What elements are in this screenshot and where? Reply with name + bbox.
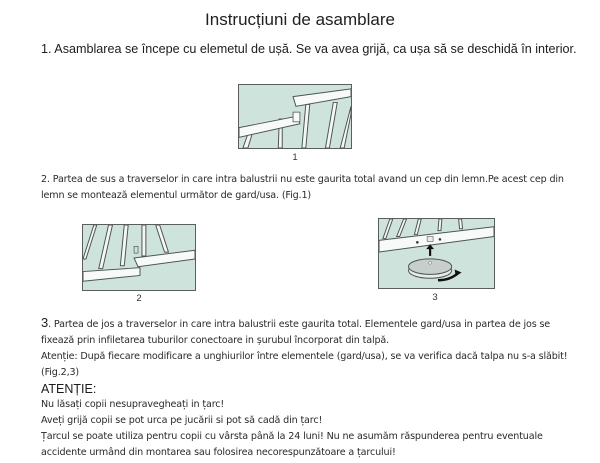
rail-right [293,89,351,106]
baluster [325,102,337,148]
figure-2-drawing [83,225,195,290]
attention-line: Țarcul se poate utiliza pentru copii cu vârsta până la 24 luni! Nu ne asumăm răspunderea pentru eventuale accidente urmând din montarea sau folosirea necorespunzătoare a țarcului! [41,431,543,458]
step-3-warning: Atenție: După fiecare modificare a unghiurilor între elementele (gard/usa), se va verifica dacă talpa nu s-a slăbit! (Fig.2,3) [41,351,568,378]
step-3-number: 3 [41,315,49,330]
attention-line: Nu lăsați copii nesupravegheați in țarc! [41,399,225,410]
rail-left [239,116,300,137]
attention-heading: ATENȚIE: [41,382,97,396]
figure-2-caption: 2 [136,293,142,304]
page-title: Instrucțiuni de asamblare [205,10,395,29]
screw-socket [427,236,433,241]
figure-1-drawing [239,85,351,148]
figure-1-image [238,84,352,149]
step-3-text: . Partea de jos a traverselor in care intra balustrii este gaurita total. Elementele gard/usa in partea de jos se fixează prin infiletarea tuburilor conectoare in șurubul încorporat din talpă. [41,319,551,346]
step-3-block [41,315,586,381]
figure-1-caption: 1 [292,152,298,163]
attention-list [41,397,591,461]
rail-left [83,268,140,282]
step-1-text: 1. Asamblarea se începe cu elemetul de ușă. Se va avea grijă, ca ușa să se deschidă în interior. [41,42,577,56]
bottom-rail [379,227,494,252]
wooden-peg [293,112,300,122]
attention-line: Aveți grijă copii se pot urca pe jucării si pot să cadă din țarc! [41,415,323,426]
figure-2-image [82,224,196,291]
step-2-text: 2. Partea de sus a traverselor in care intra balustrii nu este gaurita total avand un cep din lemn.Pe acest cep din lemn se montează elementul următor de gard/usa. (Fig.1) [41,174,564,201]
figure-3-image [378,218,495,289]
figure-3-caption: 3 [432,292,438,303]
baluster [340,106,351,148]
baluster [302,104,310,148]
figure-3-drawing [379,219,494,288]
